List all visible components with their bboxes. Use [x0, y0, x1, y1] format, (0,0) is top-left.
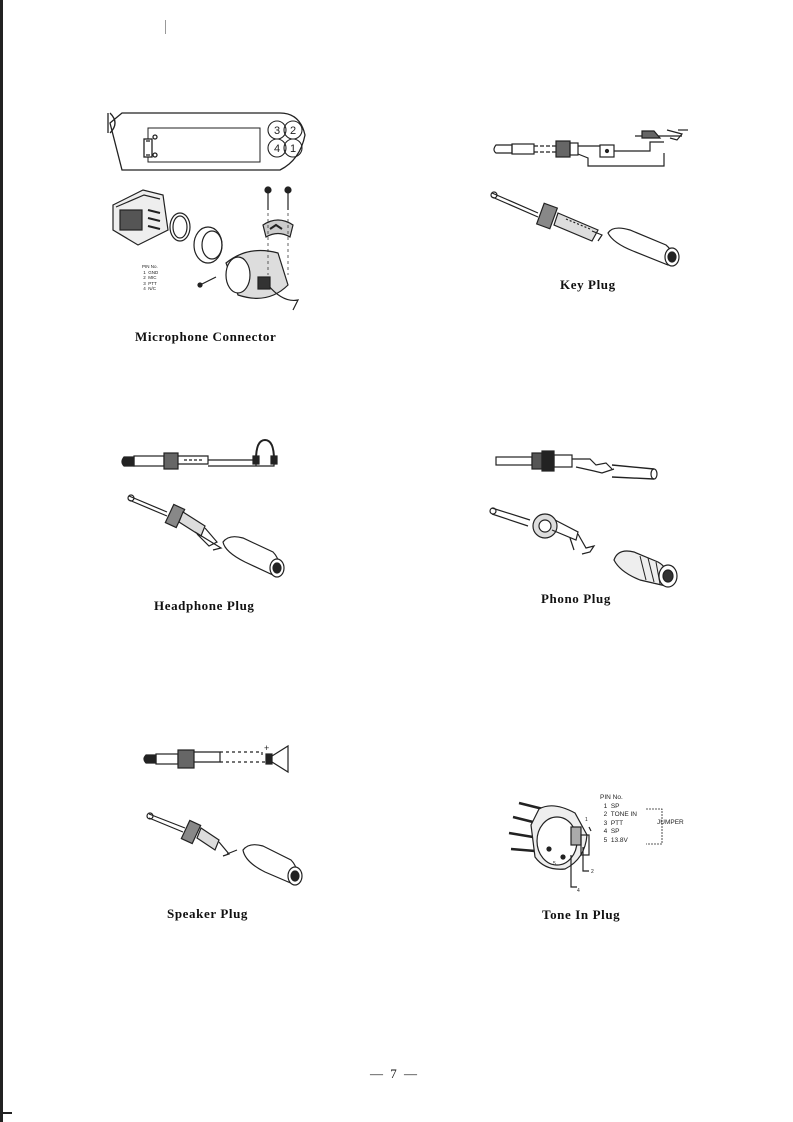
tone-in-plug-caption: Tone In Plug: [542, 907, 621, 922]
page-corner-mark: [3, 1112, 12, 1114]
mic-pin-3: 3: [273, 125, 281, 137]
speaker-plug-assembly-view: [145, 810, 310, 895]
tone-in-callout-2: 2: [591, 869, 594, 875]
phono-plug-caption: Phono Plug: [541, 591, 611, 606]
key-plug-wiring-diagram: [492, 128, 692, 173]
speaker-plug-caption: Speaker Plug: [167, 906, 248, 921]
tone-in-pin-legend: PIN No. 1 SP 2 TONE IN 3 PTT 4 SP 5 13.8V: [600, 794, 637, 844]
speaker-plug-wiring-diagram: [142, 738, 297, 778]
tone-in-callout-5: 5: [553, 861, 556, 867]
microphone-connector-caption: Microphone Connector: [135, 329, 277, 344]
microphone-pin-legend: PIN No. 1 GND 2 MIC 3 PTT 4 N/C: [142, 264, 159, 291]
page-left-edge: [0, 0, 3, 1122]
mic-pin-1: 1: [289, 143, 297, 155]
tone-in-plug-illustration: [505, 795, 605, 895]
mic-pin-2: 2: [289, 125, 297, 137]
key-plug-caption: Key Plug: [560, 277, 616, 292]
tone-in-callout-4: 4: [577, 888, 580, 894]
key-plug-assembly-view: [488, 185, 688, 270]
phono-plug-wiring-diagram: [494, 445, 664, 485]
headphone-plug-assembly-view: [125, 490, 295, 585]
tone-in-jumper-label: JUMPER: [657, 819, 684, 826]
page-number: — 7 —: [370, 1066, 419, 1081]
microphone-wiring-diagram: [100, 105, 310, 180]
mic-pin-4: 4: [273, 143, 281, 155]
microphone-connector-exploded-view: [108, 185, 308, 315]
scan-mark: [165, 20, 166, 34]
speaker-polarity-mark: +: [264, 743, 270, 753]
phono-plug-assembly-view: [490, 500, 690, 590]
tone-in-callout-1: 1: [585, 817, 588, 823]
headphone-plug-caption: Headphone Plug: [154, 598, 255, 613]
headphone-plug-wiring-diagram: [120, 438, 290, 473]
